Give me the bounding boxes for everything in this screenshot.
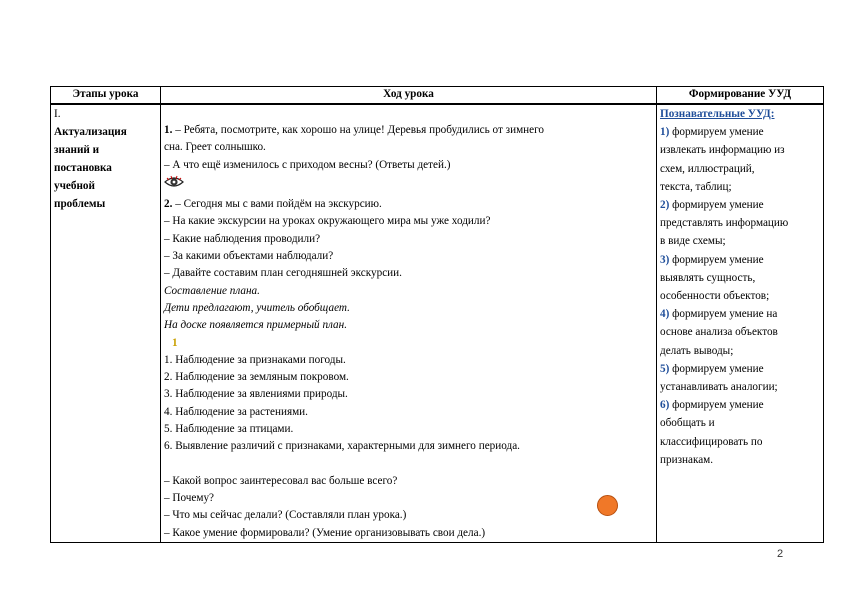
italic-note: На доске появляется примерный план. <box>164 319 347 332</box>
course-text: – Сегодня мы с вами пойдём на экскурсию. <box>172 198 382 211</box>
udd-line: делать выводы; <box>660 344 734 357</box>
course-cell <box>161 104 657 542</box>
eye-row <box>164 174 653 196</box>
udd-number: 6) <box>660 399 670 412</box>
stage-line: знаний и <box>54 144 100 156</box>
udd-item: 1) формируем умение <box>660 126 764 139</box>
stage-line: проблемы <box>54 198 106 210</box>
final-question: – Какое умение формировали? (Умение организовывать свои дела.) <box>164 526 486 539</box>
plan-item: 4. Наблюдение за растениями. <box>164 405 308 418</box>
udd-number: 2) <box>660 199 670 212</box>
question-line: – За какими объектами наблюдали? <box>164 250 334 263</box>
header-stages: Этапы урока <box>51 87 161 105</box>
udd-number: 4) <box>660 308 670 321</box>
marker-number: 1 <box>172 336 178 349</box>
udd-line: извлекать информацию из <box>660 144 785 157</box>
course-text: – Ребята, посмотрите, как хорошо на улице! Деревья пробудились от зимнего <box>172 124 545 136</box>
step-number: 2. <box>164 198 173 211</box>
table-header-row <box>51 87 824 105</box>
course-line <box>164 196 653 213</box>
udd-line: обобщать и <box>660 417 715 430</box>
plan-item: 2. Наблюдение за земляным покровом. <box>164 371 349 384</box>
table-row <box>51 104 824 542</box>
udd-line: классифицировать по <box>660 435 763 448</box>
italic-note: Составление плана. <box>164 284 260 297</box>
stage-cell <box>51 104 161 542</box>
course-line: – А что ещё изменилось с приходом весны? (Ответы детей.) <box>164 158 451 171</box>
udd-line: схем, иллюстраций, <box>660 162 755 175</box>
plan-item: 6. Выявление различий с признаками, характерными для зимнего периода. <box>164 440 520 453</box>
stage-number: I. <box>54 108 61 120</box>
final-question: – Что мы сейчас делали? (Составляли план урока.) <box>164 509 407 522</box>
udd-line: устанавливать аналогии; <box>660 381 778 394</box>
udd-line: в виде схемы; <box>660 235 726 248</box>
plan-item: 1. Наблюдение за признаками погоды. <box>164 353 346 366</box>
udd-line: представлять информацию <box>660 217 789 230</box>
final-question: – Почему? <box>164 491 215 504</box>
udd-line: текста, таблиц; <box>660 180 732 193</box>
header-udd: Формирование УУД <box>657 87 824 105</box>
udd-number: 5) <box>660 362 670 375</box>
udd-item: 6) формируем умение <box>660 399 764 412</box>
udd-item: 3) формируем умение <box>660 253 764 266</box>
italic-note: Дети предлагают, учитель обобщает. <box>164 301 350 314</box>
udd-item: 4) формируем умение на <box>660 308 778 321</box>
stage-line: постановка <box>54 162 112 174</box>
udd-item: 5) формируем умение <box>660 362 764 375</box>
step-number: 1. <box>164 124 173 136</box>
final-question: – Какой вопрос заинтересовал вас больше всего? <box>164 474 398 487</box>
udd-line: основе анализа объектов <box>660 326 778 339</box>
question-line: – На какие экскурсии на уроках окружающего мира мы уже ходили? <box>164 215 491 228</box>
udd-line: выявлять сущность, <box>660 271 756 284</box>
question-line: – Какие наблюдения проводили? <box>164 232 321 245</box>
udd-cell <box>657 104 824 542</box>
page-number: 2 <box>777 548 784 560</box>
udd-item: 2) формируем умение <box>660 199 764 212</box>
orange-circle-shape <box>597 495 618 516</box>
course-line: сна. Греет солнышко. <box>164 141 266 154</box>
question-line: – Давайте составим план сегодняшней экскурсии. <box>164 267 402 280</box>
udd-line: признакам. <box>660 453 714 466</box>
udd-line: особенности объектов; <box>660 290 770 303</box>
plan-item: 5. Наблюдение за птицами. <box>164 423 294 436</box>
udd-number: 1) <box>660 126 670 139</box>
udd-title: Познавательные УУД: <box>660 108 775 120</box>
course-line <box>164 122 653 139</box>
eye-icon <box>164 174 184 191</box>
udd-number: 3) <box>660 253 670 266</box>
stage-line: Актуализация <box>54 126 127 138</box>
header-course: Ход урока <box>161 87 657 105</box>
lesson-table <box>50 86 824 543</box>
stage-line: учебной <box>54 180 95 192</box>
plan-item: 3. Наблюдение за явлениями природы. <box>164 388 348 401</box>
